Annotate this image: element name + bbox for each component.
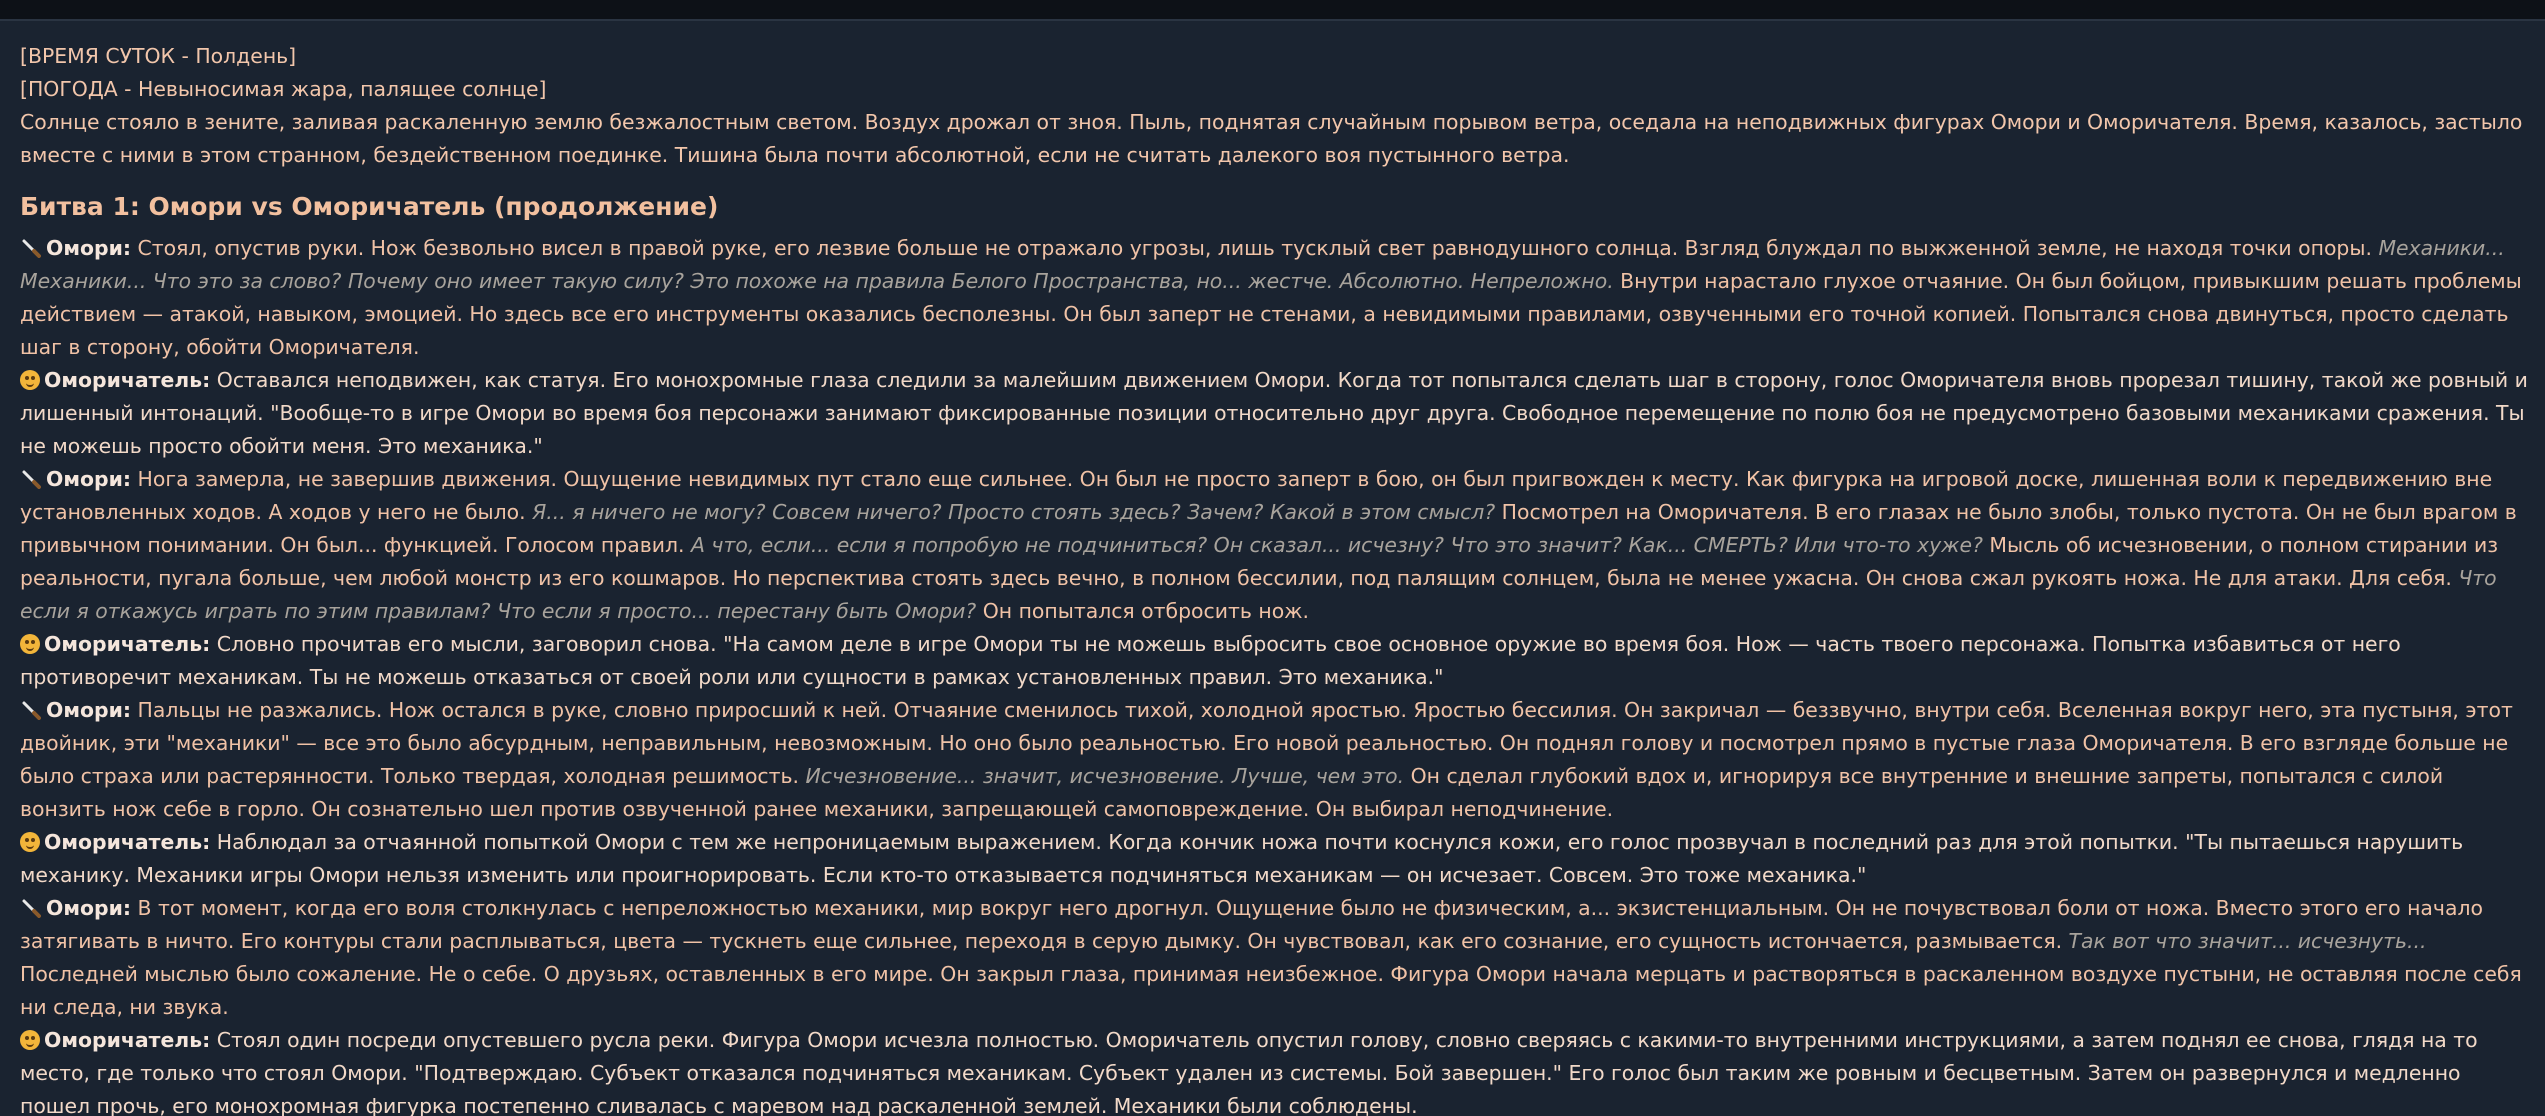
speaker-name: Омори: [46, 896, 132, 920]
dialogue-entry-mirror [20, 826, 2535, 892]
narration-text: Словно прочитав его мысли, заговорил снова. "На самом деле в игре Омори ты не можешь выбросить свое основное оружие во время боя. Нож — часть твоего персонажа. Попытка избавиться от него противоречит механикам. Ты не можешь отказаться от своей роли или сущности в рамках установленных правил. Это механика." [20, 632, 2401, 689]
speaker-name: Оморичатель: [44, 368, 211, 392]
dialogue-entry-mirror [20, 1024, 2535, 1116]
narration-text: Внутри нарастало глухое отчаяние. Он был бойцом, привыкшим решать проблемы действием — атакой, навыком, эмоцией. Но здесь все его инструменты оказались бесполезны. Он был заперт не стенами, а невидимыми правилами, озвученными его точной копией. Попытался снова двинуться, просто сделать шаг в сторону, обойти Оморичателя. [20, 269, 2522, 359]
narration-text: В тот момент, когда его воля столкнулась с непреложностью механики, мир вокруг него дрогнул. Ощущение было не физическим, а... экзистенциальным. Он не почувствовал боли от ножа. Вместо этого его начало затягивать в ничто. Его контуры стали расплываться, цвета — тускнеть еще сильнее, переходя в серую дымку. Он чувствовал, как его сознание, его сущность истончается, размывается. [20, 896, 2483, 953]
battle-title: Битва 1: Омори vs Оморичатель (продолжение) [20, 192, 719, 221]
mirror-face-icon [20, 1030, 40, 1050]
dialogue-entry-mirror [20, 364, 2535, 463]
story-content [20, 40, 2535, 1116]
narration-text: Он попытался отбросить нож. [976, 599, 1310, 623]
inner-thought: Я... я ничего не могу? Совсем ничего? Просто стоять здесь? Зачем? Какой в этом смысл? [532, 500, 1496, 524]
narration-text: Мысль об исчезновении, о полном стирании из реальности, пугала больше, чем любой монстр из его кошмаров. Но перспектива стоять здесь вечно, в полном бессилии, под палящим солнцем, была не менее ужасна. Он снова сжал рукоять ножа. Не для атаки. Для себя. [20, 533, 2499, 590]
inner-thought: Исчезновение... значит, исчезновение. Лучше, чем это. [805, 764, 1405, 788]
narration-text: Стоял, опустив руки. Нож безвольно висел в правой руке, его лезвие больше не отражало угрозы, лишь тусклый свет равнодушного солнца. Взгляд блуждал по выжженной земле, не находя точки опоры. [137, 236, 2379, 260]
speaker-name: Омори: [46, 467, 132, 491]
narration-text: Пальцы не разжались. Нож остался в руке, словно приросший к ней. Отчаяние сменилось тихой, холодной яростью. Яростью бессилия. Он закричал — беззвучно, внутри себя. Вселенная вокруг него, эта пустыня, этот двойник, эти "механики" — все это было абсурдным, неправильным, невозможным. Но оно было реальностью. Его новой реальностью. Он поднял голову и посмотрел прямо в пустые глаза Оморичателя. В его взгляде больше не было страха или растерянности. Только твердая, холодная решимость. [20, 698, 2513, 788]
mirror-face-icon [20, 832, 40, 852]
dialogue-entry-omori [20, 694, 2535, 826]
narration-text: Стоял один посреди опустевшего русла реки. Фигура Омори исчезла полностью. Оморичатель опустил голову, словно сверяясь с какими-то внутренними инструкциями, а затем поднял ее снова, глядя на то место, где только что стоял Омори. "Подтверждаю. Субъект отказался подчиняться механикам. Субъект удален из системы. Бой завершен." Его голос был таким же ровным и бесцветным. Затем он развернулся и медленно пошел прочь, его монохромная фигурка постепенно сливалась с маревом над раскаленной землей. Механики были соблюдены. [20, 1028, 2478, 1116]
knife-icon [20, 463, 42, 496]
dialogue-entry-omori [20, 463, 2535, 628]
narration-text: Оставался неподвижен, как статуя. Его монохромные глаза следили за малейшим движением Омори. Когда тот попытался сделать шаг в сторону, голос Оморичателя вновь прорезал тишину, такой же ровный и лишенный интонаций. "Вообще-то в игре Омори во время боя персонажи занимают фиксированные позиции относительно друг друга. Свободное перемещение по полю боя не предусмотрено базовыми механиками сражения. Ты не можешь просто обойти меня. Это механика." [20, 368, 2528, 458]
knife-icon [20, 694, 42, 727]
speaker-name: Оморичатель: [44, 1028, 211, 1052]
weather: [ПОГОДА - Невыносимая жара, палящее солнце] [20, 77, 547, 101]
dialogue-entry-mirror [20, 628, 2535, 694]
speaker-name: Омори: [46, 236, 132, 260]
intro-paragraph: Солнце стояло в зените, заливая раскаленную землю безжалостным светом. Воздух дрожал от зноя. Пыль, поднятая случайным порывом ветра, оседала на неподвижных фигурах Омори и Оморичателя. Время, казалось, застыло вместе с ними в этом странном, бездейственном поединке. Тишина была почти абсолютной, если не считать далекого воя пустынного ветра. [20, 110, 2523, 167]
knife-icon [20, 232, 42, 265]
top-bar [0, 0, 2545, 21]
narration-text: Наблюдал за отчаянной попыткой Омори с тем же непроницаемым выражением. Когда кончик ножа почти коснулся кожи, его голос прозвучал в последний раз для этой попытки. "Ты пытаешься нарушить механику. Механики игры Омори нельзя изменить или проигнорировать. Если кто-то отказывается подчиняться механикам — он исчезает. Совсем. Это тоже механика." [20, 830, 2464, 887]
inner-thought: Так вот что значит... исчезнуть... [2068, 929, 2427, 953]
mirror-face-icon [20, 370, 40, 390]
time-of-day: [ВРЕМЯ СУТОК - Полдень] [20, 44, 297, 68]
speaker-name: Омори: [46, 698, 132, 722]
narration-text: Он сделал глубокий вдох и, игнорируя все внутренние и внешние запреты, попытался с силой вонзить нож себе в горло. Он сознательно шел против озвученной ранее механики, запрещающей самоповреждение. Он выбирал неподчинение. [20, 764, 2444, 821]
inner-thought: Механики... Механики... Что это за слово? Почему оно имеет такую силу? Это похоже на правила Белого Пространства, но... жестче. Абсолютно. Непреложно. [20, 236, 2505, 293]
mirror-face-icon [20, 634, 40, 654]
narration-text: Посмотрел на Оморичателя. В его глазах не было злобы, только пустота. Он не был врагом в привычном понимании. Он был... функцией. Голосом правил. [20, 500, 2517, 557]
narration-text: Нога замерла, не завершив движения. Ощущение невидимых пут стало еще сильнее. Он был не просто заперт в бою, он был пригвожден к месту. Как фигурка на игровой доске, лишенная воли к передвижению вне установленных ходов. А ходов у него не было. [20, 467, 2493, 524]
dialogue-entry-omori [20, 232, 2535, 364]
speaker-name: Оморичатель: [44, 830, 211, 854]
speaker-name: Оморичатель: [44, 632, 211, 656]
knife-icon [20, 892, 42, 925]
narration-text: Последней мыслью было сожаление. Не о себе. О друзьях, оставленных в его мире. Он закрыл глаза, принимая неизбежное. Фигура Омори начала мерцать и растворяться в раскаленном воздухе пустыни, не оставляя после себя ни следа, ни звука. [20, 962, 2522, 1019]
battle-entries [20, 232, 2535, 1116]
inner-thought: Что если я откажусь играть по этим правилам? Что если я просто... перестану быть Омори? [20, 566, 2497, 623]
inner-thought: А что, если... если я попробую не подчиниться? Он сказал... исчезну? Что это значит? Как... СМЕРТЬ? Или что-то хуже? [690, 533, 1983, 557]
dialogue-entry-omori [20, 892, 2535, 1024]
